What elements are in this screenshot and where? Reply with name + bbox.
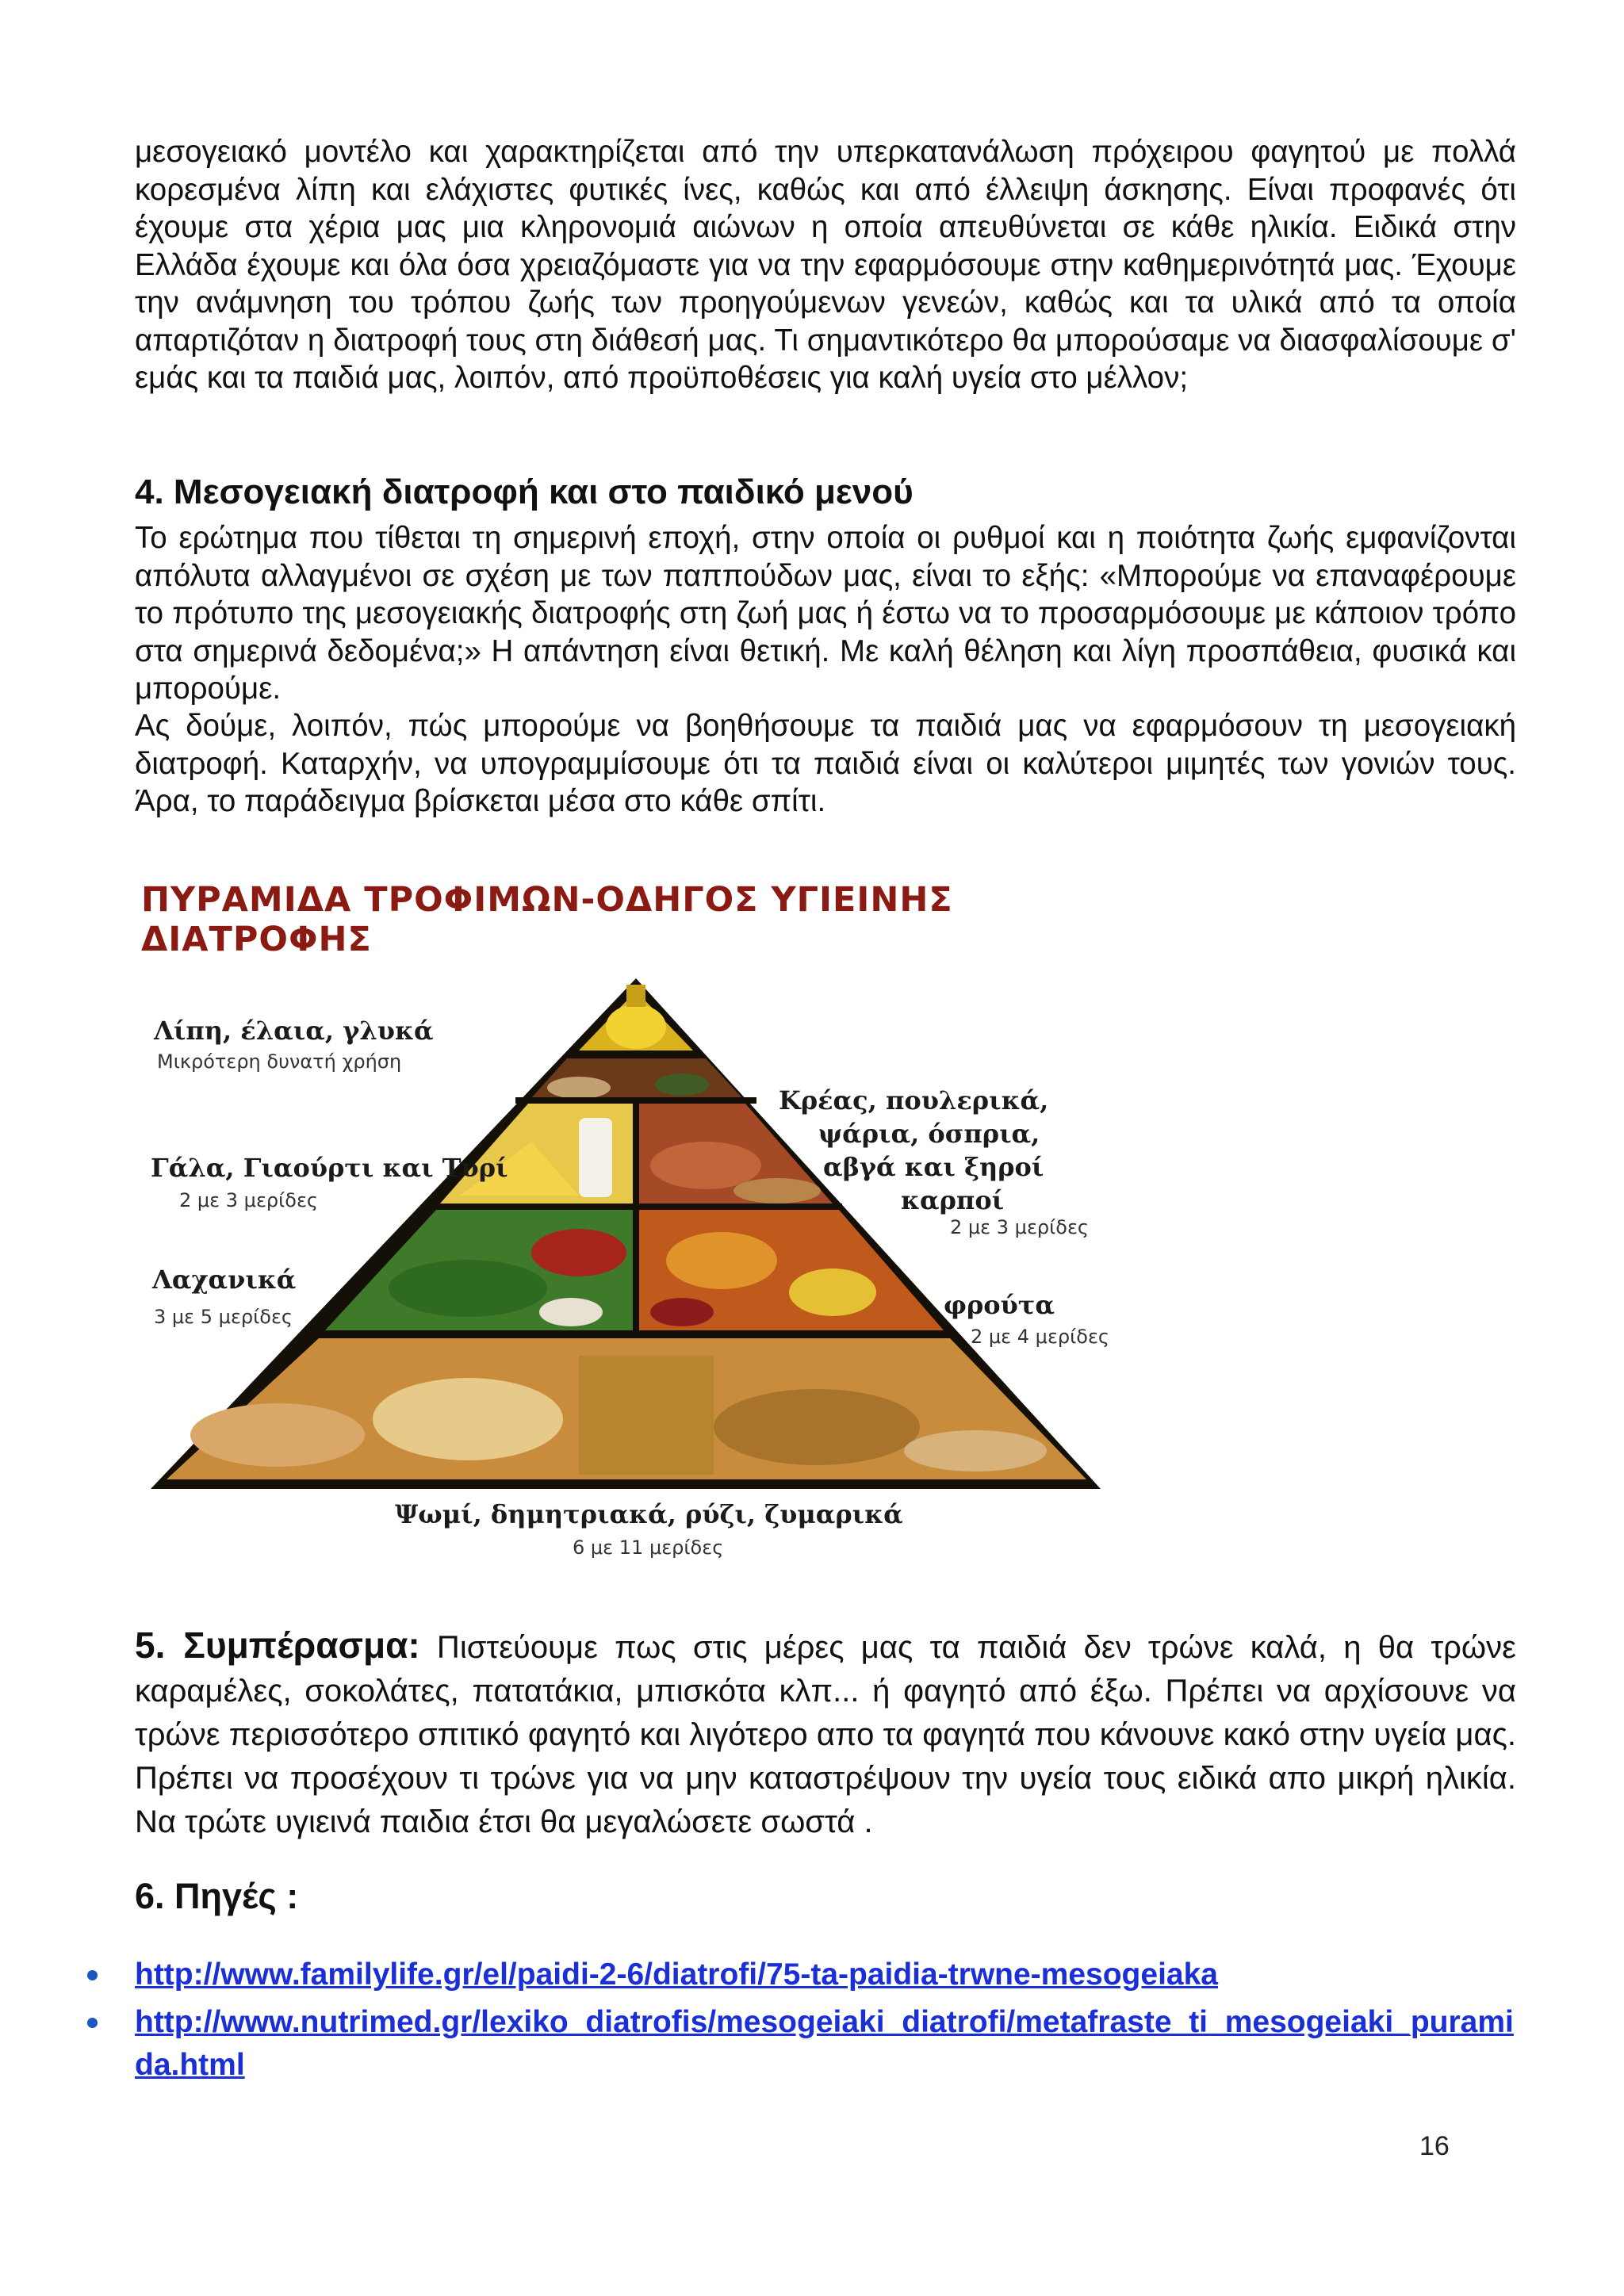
vegetables-serving: 3 με 5 μερίδες xyxy=(154,1306,293,1328)
grains-serving: 6 με 11 μερίδες xyxy=(573,1536,724,1559)
sources-list xyxy=(135,1954,1515,2091)
grains-label: Ψωμί, δημητριακά, ρύζι, ζυμαρικά xyxy=(395,1499,903,1529)
dairy-serving: 2 με 3 μερίδες xyxy=(179,1189,319,1211)
fruit-label: φρούτα xyxy=(944,1290,1055,1320)
meat-label-line-2: ψάρια, όσπρια, xyxy=(818,1119,1040,1149)
source-link-1[interactable]: http://www.familylife.gr/el/paidi-2-6/diatrofi/75-ta-paidia-trwne-mesogeiaka xyxy=(135,1957,1218,1992)
vegetables-label: Λαχανικά xyxy=(152,1265,297,1295)
bullet-icon xyxy=(87,2018,98,2028)
page-number: 16 xyxy=(1419,2131,1450,2161)
fruit-serving: 2 με 4 μερίδες xyxy=(971,1326,1110,1348)
section-6-heading: 6. Πηγές : xyxy=(135,1876,299,1916)
fats-label: Λίπη, έλαια, γλυκά xyxy=(154,1016,434,1046)
meat-serving: 2 με 3 μερίδες xyxy=(950,1216,1090,1238)
fats-serving: Μικρότερη δυνατή χρήση xyxy=(157,1050,402,1073)
bullet-icon xyxy=(87,1970,98,1980)
milk-bottle xyxy=(579,1118,612,1197)
source-item xyxy=(135,2001,1515,2087)
section-4-paragraph-1: Το ερώτημα που τίθεται τη σημερινή εποχή, στην οποία οι ρυθμοί και η ποιότητα ζωής εμφανίζονται απόλυτα αλλαγμένοι σε σχέση με των παππούδων μας, είναι το εξής: «Μπορούμε να επαναφέρουμε το πρότυπο της μεσογειακής διατροφής στη ζωή μας ή έστω να το προσαρμόσουμε με κάποιον τρόπο στα σημερινά δεδομένα;» Η απάντηση είναι θετική. Με καλή θέληση και λίγη προσπάθεια, φυσικά και μπορούμε. xyxy=(135,521,1516,706)
oil-bottle xyxy=(606,1004,666,1049)
section-5-heading: 5. Συμπέρασμα: xyxy=(135,1624,420,1666)
pyramid-title: ΠΥΡΑΜΙΔΑ ΤΡΟΦΙΜΩΝ-ΟΔΗΓΟΣ ΥΓΙΕΙΝΗΣ ΔΙΑΤΡΟΦΗΣ xyxy=(141,880,953,959)
meat-label-line-3: αβγά και ξηροί xyxy=(823,1152,1044,1182)
section-5-conclusion xyxy=(135,1624,1516,1844)
section-4-heading: 4. Μεσογειακή διατροφή και στο παιδικό μενού xyxy=(135,473,914,511)
source-item xyxy=(135,1954,1515,1996)
dairy-label: Γάλα, Γιαούρτι και Τυρί xyxy=(151,1153,508,1183)
source-link-2[interactable]: http://www.nutrimed.gr/lexiko_diatrofis/mesogeiaki_diatrofi/metafraste_ti_mesogeiaki_puramida.html xyxy=(135,2005,1514,2082)
meat-label-line-1: Κρέας, πουλερικά, xyxy=(779,1085,1049,1115)
food-pyramid-figure xyxy=(135,880,1166,1586)
section-5-text: Πιστεύουμε πως στις μέρες μας τα παιδιά δεν τρώνε καλά, η θα τρώνε καραμέλες, σοκολάτες, πατατάκια, μπισκότα κλπ... ή φαγητό από έξω. Πρέπει να αρχίσουνε να τρώνε περισσότερο σπιτικό φαγητό και λιγότερο απο τα φαγητά που κάνουνε κακό στην υγεία μας. Πρέπει να προσέχουν τι τρώνε για να μην καταστρέψουν την υγεία τους ειδικά απο μικρή ηλικία. Να τρώτε υγιεινά παιδια έτσι θα μεγαλώσετε σωστά . xyxy=(135,1630,1516,1839)
section-4-paragraph-2: Ας δούμε, λοιπόν, πώς μπορούμε να βοηθήσουμε τα παιδιά μας να εφαρμόσουν τη μεσογειακή διατροφή. Καταρχήν, να υπογραμμίσουμε ότι τα παιδιά είναι οι καλύτεροι μιμητές των γονιών τους. Άρα, το παράδειγμα βρίσκεται μέσα στο κάθε σπίτι. xyxy=(135,709,1516,818)
intro-paragraph: μεσογειακό μοντέλο και χαρακτηρίζεται από την υπερκατανάλωση πρόχειρου φαγητού με πολλά κορεσμένα λίπη και ελάχιστες φυτικές ίνες, καθώς και από έλλειψη άσκησης. Είναι προφανές ότι έχουμε στα χέρια μας μια κληρονομιά αιώνων η οποία απευθύνεται σε κάθε ηλικία. Ειδικά στην Ελλάδα έχουμε και όλα όσα χρειαζόμαστε για να την εφαρμόσουμε στην καθημερινότητά μας. Έχουμε την ανάμνηση του τρόπου ζωής των προηγούμενων γενεών, καθώς και τα υλικά από τα οποία απαρτιζόταν η διατροφή τους στη διάθεσή μας. Τι σημαντικότερο θα μπορούσαμε να διασφαλίσουμε σ' εμάς και τα παιδιά μας, λοιπόν, από προϋποθέσεις για καλή υγεία στο μέλλον; xyxy=(135,135,1516,395)
meat-label-line-4: καρποί xyxy=(901,1185,1005,1215)
